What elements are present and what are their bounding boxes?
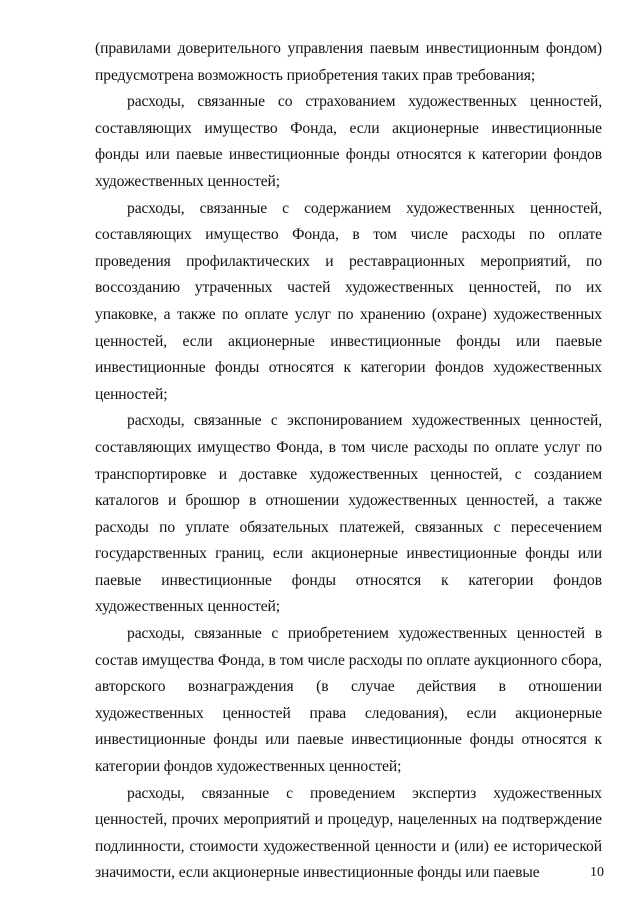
paragraph-1: (правилами доверительного управления паевым инвестиционным фондом) предусмотрена возможность приобретения таких прав требования; <box>95 40 602 84</box>
paragraph-6: расходы, связанные с проведением экспертиз художественных ценностей, прочих мероприятий и процедур, нацеленных на подтверждение подлинности, стоимости художественной ценности и (или) ее исторической значимости, если акционерные инвестиционные фонды или паевые <box>95 784 602 882</box>
document-body <box>95 36 602 887</box>
page-number: 10 <box>590 865 604 880</box>
paragraph-4: расходы, связанные с экспонированием художественных ценностей, составляющих имущество Фонда, в том числе расходы по оплате услуг по транспортировке и доставке художественных ценностей, с созданием каталогов и брошюр в отношении художественных ценностей, а также расходы по уплате обязательных платежей, связанных с пересечением государственных границ, если акционерные инвестиционные фонды или паевые инвестиционные фонды относятся к категории фондов художественных ценностей; <box>95 412 602 616</box>
paragraph-2: расходы, связанные со страхованием художественных ценностей, составляющих имущество Фонда, если акционерные инвестиционные фонды или паевые инвестиционные фонды относятся к категории фондов художественных ценностей; <box>95 93 602 190</box>
paragraph-3: расходы, связанные с содержанием художественных ценностей, составляющих имущество Фонда, в том числе расходы по оплате проведения профилактических и реставрационных мероприятий, по воссозданию утраченных частей художественных ценностей, по их упаковке, а также по оплате услуг по хранению (охране) художественных ценностей, если акционерные инвестиционные фонды или паевые инвестиционные фонды относятся к категории фондов художественных ценностей; <box>95 199 602 403</box>
paragraph-5: расходы, связанные с приобретением художественных ценностей в состав имущества Фонда, в том числе расходы по оплате аукционного сбора, авторского вознаграждения (в случае действия в отношении художественных ценностей права следования), если акционерные инвестиционные фонды или паевые инвестиционные фонды относятся к категории фондов художественных ценностей; <box>95 625 602 776</box>
